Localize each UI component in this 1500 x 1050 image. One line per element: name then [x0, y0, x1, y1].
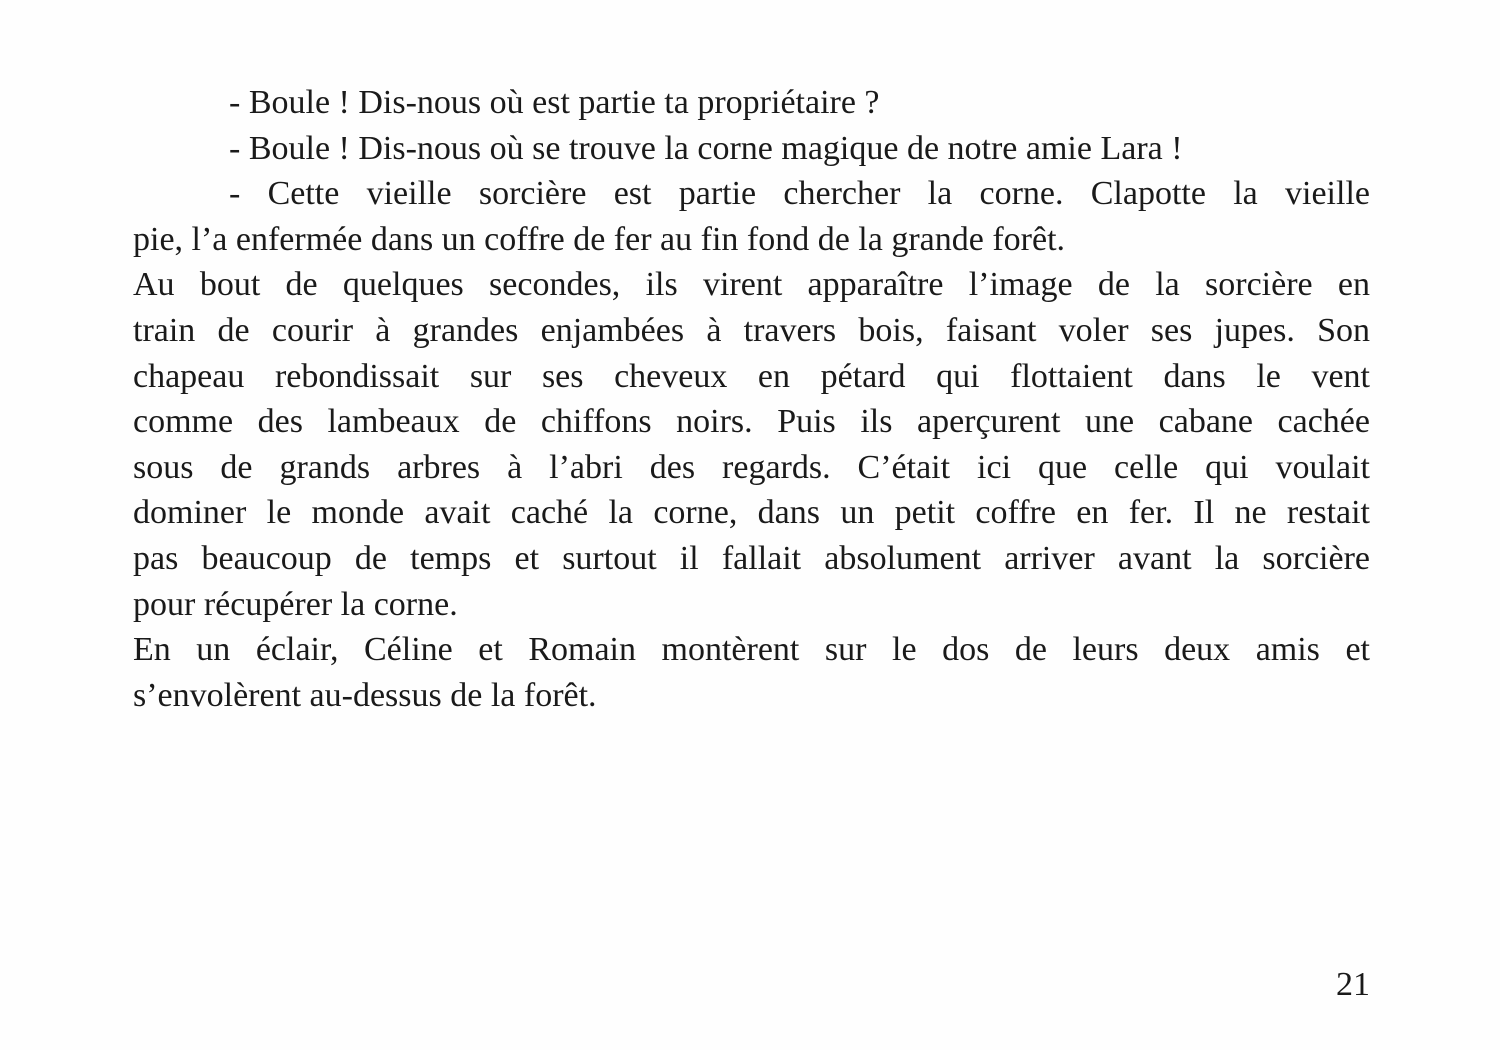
- text-line-3: - Cette vieille sorcière est partie chercher la corne. Clapotte la vieille: [229, 175, 1370, 213]
- text-line-9: sous de grands arbres à l’abri des regards. C’était ici que celle qui voulait: [133, 448, 1370, 486]
- text-line-10: dominer le monde avait caché la corne, dans un petit coffre en fer. Il ne restait: [133, 494, 1370, 532]
- text-line-13: En un éclair, Céline et Romain montèrent sur le dos de leurs deux amis et: [133, 631, 1370, 669]
- body-text: [133, 80, 1370, 718]
- text-line-4: pie, l’a enfermée dans un coffre de fer au fin fond de la grande forêt.: [133, 220, 1066, 258]
- text-line-6: train de courir à grandes enjambées à travers bois, faisant voler ses jupes. Son: [133, 311, 1370, 349]
- page-number: 21: [1336, 966, 1370, 1003]
- text-line-12: pour récupérer la corne.: [133, 585, 458, 623]
- text-line-7: chapeau rebondissait sur ses cheveux en pétard qui flottaient dans le vent: [133, 357, 1370, 395]
- text-line-2: - Boule ! Dis-nous où se trouve la corne magique de notre amie Lara !: [229, 129, 1183, 167]
- text-line-14: s’envolèrent au-dessus de la forêt.: [133, 676, 597, 714]
- text-line-1: - Boule ! Dis-nous où est partie ta propriétaire ?: [229, 84, 880, 121]
- text-line-8: comme des lambeaux de chiffons noirs. Puis ils aperçurent une cabane cachée: [133, 403, 1370, 441]
- text-line-5: Au bout de quelques secondes, ils virent apparaître l’image de la sorcière en: [133, 266, 1370, 304]
- text-line-11: pas beaucoup de temps et surtout il fallait absolument arriver avant la sorcière: [133, 539, 1370, 577]
